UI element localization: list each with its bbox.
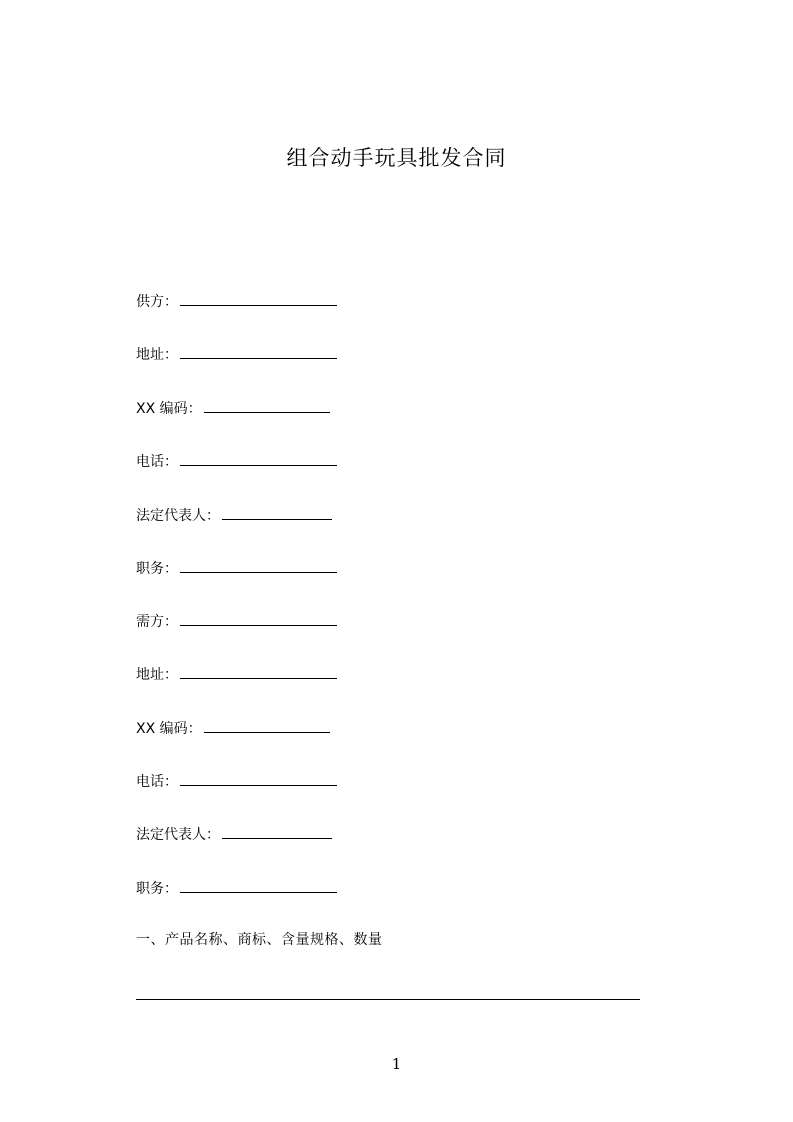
buyer-legal-rep-label: 法定代表人：	[136, 827, 220, 843]
supplier-label: 供方：	[136, 294, 178, 310]
page-number: 1	[391, 1055, 402, 1073]
buyer-position-blank-line	[180, 878, 337, 893]
buyer-field	[136, 611, 337, 632]
buyer-phone-blank-line	[180, 771, 337, 786]
supplier-legal-rep-blank-line	[222, 505, 332, 520]
supplier-phone-label: 电话：	[136, 454, 178, 470]
supplier-position-field	[136, 558, 337, 579]
supplier-address-label: 地址：	[136, 347, 178, 363]
document-title: 组合动手玩具批发合同	[286, 146, 507, 170]
buyer-position-field	[136, 878, 337, 899]
buyer-address-blank-line	[180, 664, 337, 679]
buyer-postcode-field	[136, 718, 330, 739]
buyer-blank-line	[180, 611, 337, 626]
buyer-phone-label: 电话：	[136, 774, 178, 790]
supplier-address-field	[136, 344, 337, 365]
buyer-address-label: 地址：	[136, 667, 178, 683]
buyer-postcode-blank-line	[204, 718, 330, 733]
supplier-phone-field	[136, 451, 337, 472]
section-1-blank-line	[136, 999, 640, 1000]
supplier-field	[136, 291, 337, 312]
supplier-legal-rep-label: 法定代表人：	[136, 508, 220, 524]
buyer-phone-field	[136, 771, 337, 792]
supplier-position-label: 职务：	[136, 561, 178, 577]
section-1-heading: 一、产品名称、商标、含量规格、数量	[136, 932, 383, 948]
buyer-address-field	[136, 664, 337, 685]
buyer-legal-rep-blank-line	[222, 824, 332, 839]
buyer-legal-rep-field	[136, 824, 332, 845]
supplier-address-blank-line	[180, 344, 337, 359]
supplier-legal-rep-field	[136, 505, 332, 526]
supplier-postcode-field	[136, 398, 330, 419]
supplier-blank-line	[180, 291, 337, 306]
supplier-phone-blank-line	[180, 451, 337, 466]
buyer-label: 需方：	[136, 614, 178, 630]
buyer-postcode-label: XX 编码：	[136, 721, 202, 737]
supplier-position-blank-line	[180, 558, 337, 573]
buyer-position-label: 职务：	[136, 881, 178, 897]
supplier-postcode-label: XX 编码：	[136, 401, 202, 417]
supplier-postcode-blank-line	[204, 398, 330, 413]
